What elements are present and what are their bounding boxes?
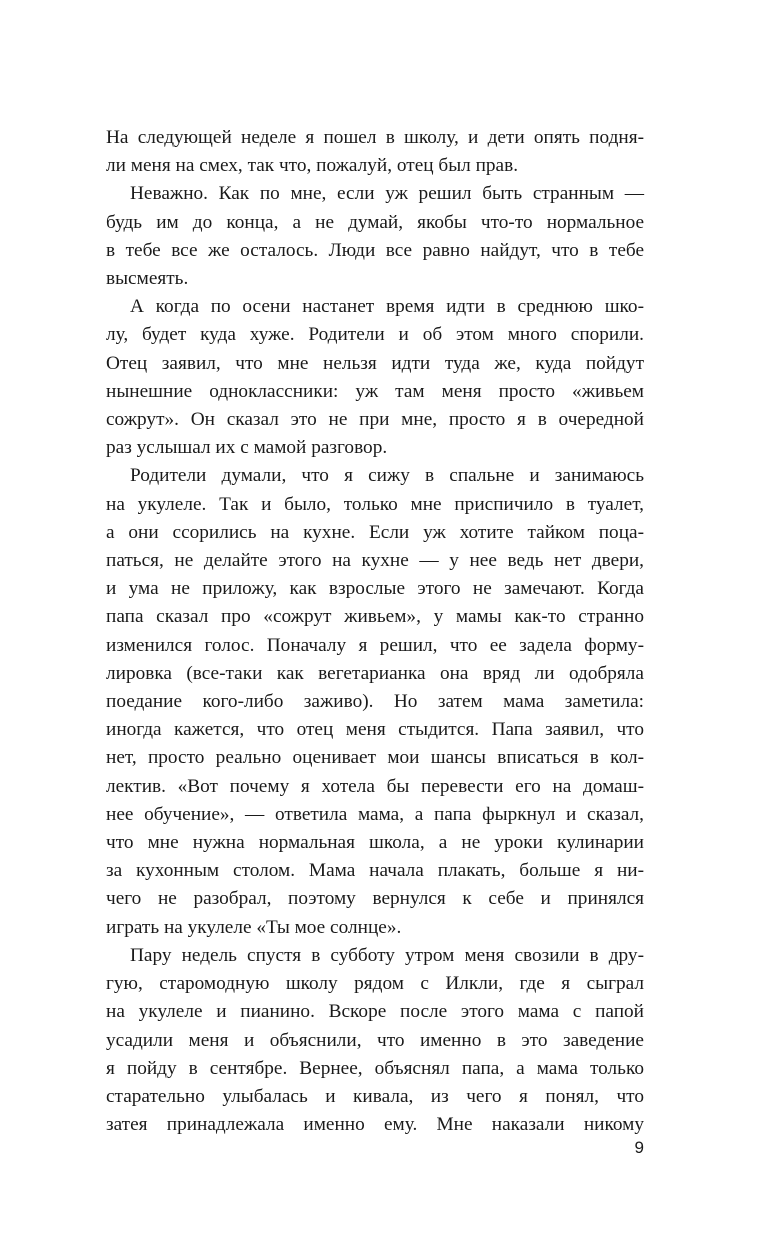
text-line: что мне нужна нормальная школа, а не уроки кулинарии (106, 832, 644, 854)
paragraph (106, 180, 644, 293)
text-line: гую, старомодную школу рядом с Илкли, где я сыграл (106, 973, 644, 995)
paragraph (106, 124, 644, 180)
text-line: Родители думали, что я сижу в спальне и занимаюсь (130, 465, 644, 487)
text-line: усадили меня и объяснили, что именно в это заведение (106, 1029, 644, 1051)
text-line: лектив. «Вот почему я хотела бы перевести его на домаш- (106, 775, 644, 797)
text-line: сожрут». Он сказал это не при мне, просто я в очередной (106, 409, 644, 431)
text-line: на укулеле и пианино. Вскоре после этого мама с папой (106, 1001, 644, 1023)
paragraph (106, 293, 644, 462)
text-line: Отец заявил, что мне нельзя идти туда же, куда пойдут (106, 352, 644, 374)
text-line: раз услышал их с мамой разговор. (106, 437, 388, 459)
text-line: лировка (все-таки как вегетарианка она вряд ли одобряла (106, 662, 644, 684)
text-line: затея принадлежала именно ему. Мне наказали никому (106, 1114, 644, 1136)
text-line: я пойду в сентябре. Вернее, объяснял папа, а мама только (106, 1057, 644, 1079)
text-line: и ума не приложу, как взрослые этого не замечают. Когда (106, 578, 644, 600)
text-line: а они ссорились на кухне. Если уж хотите тайком поца- (106, 521, 644, 543)
text-line: На следующей неделе я пошел в школу, и дети опять подня- (106, 127, 644, 148)
text-line: А когда по осени настанет время идти в среднюю шко- (130, 296, 644, 318)
text-line: изменился голос. Поначалу я решил, что ее задела форму- (106, 634, 644, 656)
text-line: лу, будет куда хуже. Родители и об этом много спорили. (106, 324, 644, 346)
page-number: 9 (634, 1138, 644, 1157)
text-line: нет, просто реально оценивает мои шансы вписаться в кол- (106, 747, 644, 769)
body-text (106, 124, 644, 1139)
text-line: будь им до конца, а не думай, якобы что-то нормальное (106, 211, 644, 233)
text-line: за кухонным столом. Мама начала плакать, больше я ни- (106, 860, 644, 882)
text-line: нее обучение», — ответила мама, а папа фыркнул и сказал, (106, 803, 644, 825)
text-line: нынешние одноклассники: уж там меня просто «живьем (106, 380, 644, 402)
text-line: высмеять. (106, 268, 189, 290)
text-line: Пару недель спустя в субботу утром меня свозили в дру- (130, 944, 644, 966)
text-line: ли меня на смех, так что, пожалуй, отец был прав. (106, 155, 519, 177)
text-line: паться, не делайте этого на кухне — у нее ведь нет двери, (106, 550, 644, 572)
text-line: Неважно. Как по мне, если уж решил быть странным — (130, 183, 644, 205)
text-line: чего не разобрал, поэтому вернулся к себе и принялся (106, 888, 644, 910)
paragraph (106, 462, 644, 941)
text-line: играть на укулеле «Ты мое солнце». (106, 916, 402, 938)
text-line: иногда кажется, что отец меня стыдится. Папа заявил, что (106, 719, 644, 741)
text-line: поедание кого-либо заживо). Но затем мама заметила: (106, 691, 644, 713)
text-line: папа сказал про «сожрут живьем», у мамы как-то странно (106, 606, 644, 628)
text-line: старательно улыбалась и кивала, из чего я понял, что (106, 1085, 644, 1107)
text-line: на укулеле. Так и было, только мне приспичило в туалет, (106, 493, 644, 515)
text-line: в тебе все же осталось. Люди все равно найдут, что в тебе (106, 239, 644, 261)
paragraph (106, 942, 644, 1139)
